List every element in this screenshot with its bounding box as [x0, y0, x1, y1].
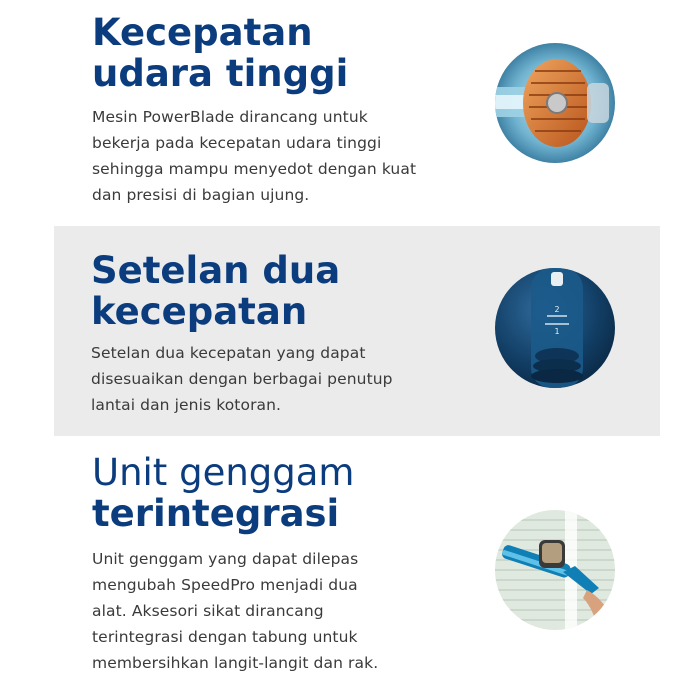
- description-line: disesuaikan dengan berbagai penutup: [91, 370, 393, 388]
- feature-title: [91, 250, 340, 332]
- description-line: Setelan dua kecepatan yang dapat: [91, 344, 366, 362]
- feature-integrated-handheld: [0, 436, 700, 700]
- description-line: Unit genggam yang dapat dilepas: [92, 550, 359, 568]
- feature-high-airspeed: [0, 0, 700, 226]
- feature-description: [92, 546, 378, 676]
- feature-title-line: Setelan dua: [91, 249, 341, 292]
- description-line: terintegrasi dengan tabung untuk: [92, 628, 358, 646]
- feature-title-line: terintegrasi: [92, 492, 340, 535]
- description-line: Mesin PowerBlade dirancang untuk: [92, 108, 368, 126]
- feature-title-line: udara tinggi: [92, 52, 349, 95]
- description-line: lantai dan jenis kotoran.: [91, 396, 282, 414]
- description-line: membersihkan langit-langit dan rak.: [92, 654, 379, 672]
- feature-title-line: Unit genggam: [92, 451, 355, 494]
- feature-title-line: kecepatan: [91, 290, 308, 333]
- description-line: dan presisi di bagian ujung.: [92, 186, 310, 204]
- description-line: mengubah SpeedPro menjadi dua: [92, 576, 358, 594]
- description-line: sehingga mampu menyedot dengan kuat: [92, 160, 417, 178]
- speed-dial-image: [495, 268, 615, 388]
- feature-two-speed-setting: [54, 226, 660, 436]
- description-line: bekerja pada kecepatan udara tinggi: [92, 134, 382, 152]
- speed-label-1: 1: [554, 327, 560, 336]
- motor-fan-image: [495, 43, 615, 163]
- description-line: alat. Aksesori sikat dirancang: [92, 602, 324, 620]
- handheld-vacuum-image: [495, 510, 615, 630]
- feature-title: [92, 452, 354, 534]
- speed-label-2: 2: [554, 305, 560, 314]
- feature-title-line: Kecepatan: [92, 11, 313, 54]
- feature-title: [92, 12, 348, 94]
- feature-description: [92, 104, 416, 208]
- feature-description: [91, 340, 393, 418]
